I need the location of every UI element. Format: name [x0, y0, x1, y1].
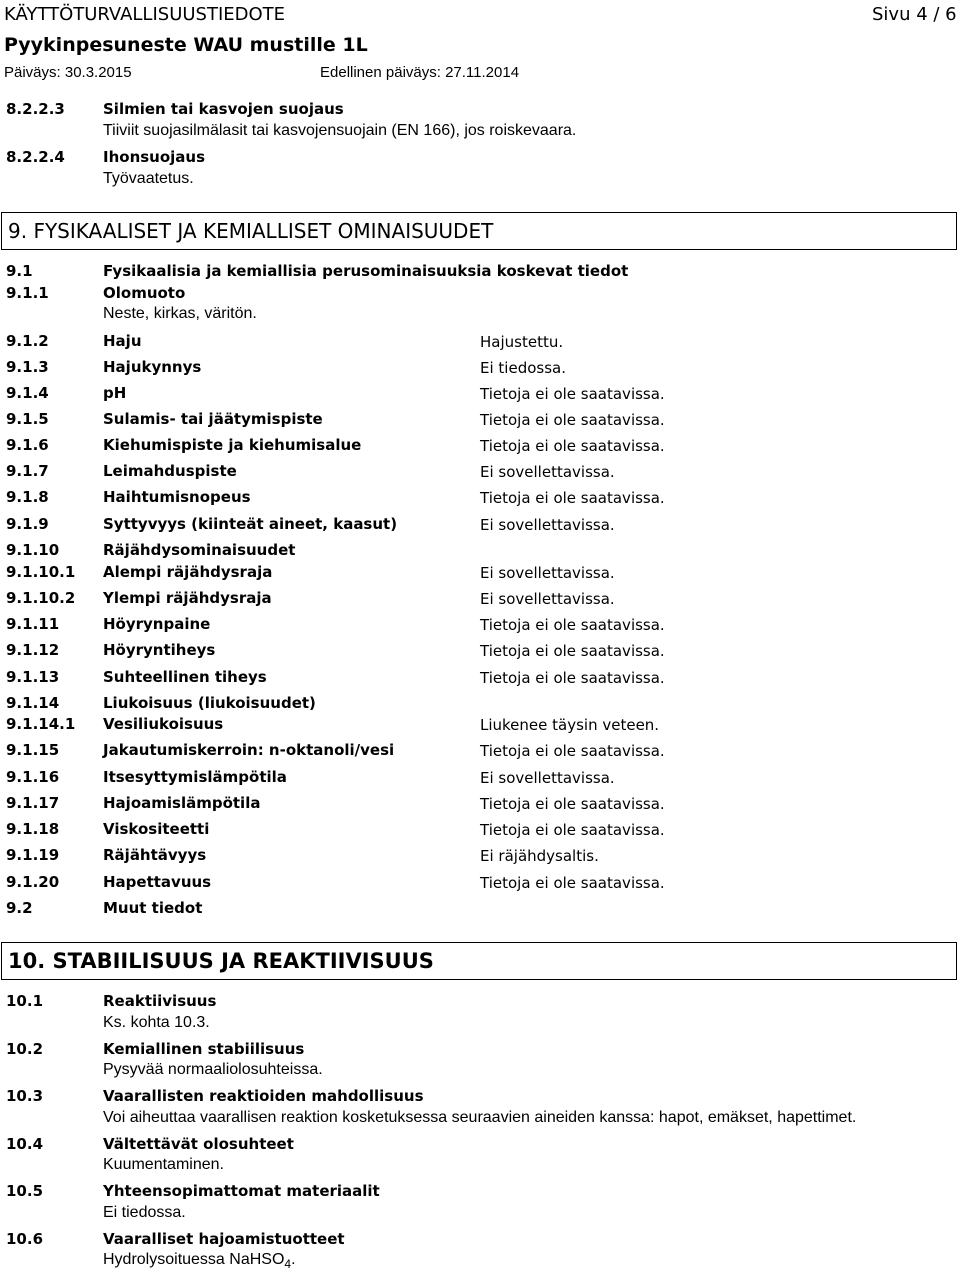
item-number: 9.1.14	[6, 694, 60, 712]
item-value: Liukenee täysin veteen.	[480, 716, 660, 734]
item-value: Ei sovellettavissa.	[480, 769, 615, 787]
item-label: Vaaralliset hajoamistuotteet	[103, 1230, 345, 1248]
item-value: Ei tiedossa.	[480, 359, 566, 377]
item-text: Pysyvää normaaliolosuhteissa.	[103, 1061, 323, 1078]
item-label: Fysikaalisia ja kemiallisia perusominaisuuksia koskevat tiedot	[103, 262, 629, 280]
item-label: Leimahduspiste	[103, 462, 237, 480]
item-value: Tietoja ei ole saatavissa.	[480, 411, 665, 429]
item-number: 8.2.2.3	[6, 100, 65, 118]
item-text: Neste, kirkas, väritön.	[103, 305, 257, 322]
item-text-main: Hydrolysoituessa NaHSO	[103, 1251, 285, 1268]
page-number: Sivu 4 / 6	[872, 4, 957, 25]
item-number: 9.1.8	[6, 488, 49, 506]
item-number: 10.1	[6, 992, 44, 1010]
product-name: Pyykinpesuneste WAU mustille 1L	[4, 34, 368, 56]
item-number: 9.1.12	[6, 641, 60, 659]
item-label: Hajukynnys	[103, 358, 202, 376]
item-number: 9.1.16	[6, 768, 60, 786]
item-number: 9.1.15	[6, 741, 60, 759]
item-label: Kiehumispiste ja kiehumisalue	[103, 436, 362, 454]
item-label: Ihonsuojaus	[103, 148, 206, 166]
item-value: Tietoja ei ole saatavissa.	[480, 874, 665, 892]
item-text: Ei tiedossa.	[103, 1204, 186, 1221]
item-text	[103, 1251, 296, 1271]
item-label: Olomuoto	[103, 284, 186, 302]
issue-date: Päiväys: 30.3.2015	[4, 64, 132, 81]
subscript: 4	[284, 1257, 292, 1272]
item-label: Muut tiedot	[103, 899, 203, 917]
item-label: Hajoamislämpötila	[103, 794, 261, 812]
item-number: 9.1	[6, 262, 33, 280]
item-label: Silmien tai kasvojen suojaus	[103, 100, 344, 118]
item-value: Ei sovellettavissa.	[480, 564, 615, 582]
item-number: 9.1.9	[6, 515, 49, 533]
item-value: Ei sovellettavissa.	[480, 590, 615, 608]
item-text: Tiiviit suojasilmälasit tai kasvojensuojain (EN 166), jos roiskevaara.	[103, 122, 577, 139]
item-label: Kemiallinen stabiilisuus	[103, 1040, 305, 1058]
item-label: Viskositeetti	[103, 820, 210, 838]
item-text: Ks. kohta 10.3.	[103, 1014, 210, 1031]
item-value: Tietoja ei ole saatavissa.	[480, 821, 665, 839]
item-label: Räjähdysominaisuudet	[103, 541, 296, 559]
section-9-title: 9. FYSIKAALISET JA KEMIALLISET OMINAISUUDET	[8, 219, 494, 243]
item-number: 9.1.11	[6, 615, 60, 633]
item-value: Tietoja ei ole saatavissa.	[480, 385, 665, 403]
item-label: Yhteensopimattomat materiaalit	[103, 1182, 380, 1200]
item-label: Haihtumisnopeus	[103, 488, 251, 506]
item-number: 9.1.18	[6, 820, 60, 838]
item-value: Hajustettu.	[480, 333, 564, 351]
item-label: Vältettävät olosuhteet	[103, 1135, 294, 1153]
item-label: Ylempi räjähdysraja	[103, 589, 272, 607]
item-number: 9.1.3	[6, 358, 49, 376]
item-number: 9.1.5	[6, 410, 49, 428]
item-value: Tietoja ei ole saatavissa.	[480, 795, 665, 813]
item-value: Ei räjähdysaltis.	[480, 847, 599, 865]
item-value: Tietoja ei ole saatavissa.	[480, 669, 665, 687]
item-number: 9.1.1	[6, 284, 49, 302]
item-number: 10.5	[6, 1182, 44, 1200]
document-type: KÄYTTÖTURVALLISUUSTIEDOTE	[4, 4, 286, 25]
item-label: Reaktiivisuus	[103, 992, 217, 1010]
item-number: 9.1.20	[6, 873, 60, 891]
item-label: Alempi räjähdysraja	[103, 563, 273, 581]
item-label: Syttyvyys (kiinteät aineet, kaasut)	[103, 515, 398, 533]
item-text: Työvaatetus.	[103, 170, 194, 187]
item-text: Kuumentaminen.	[103, 1156, 224, 1173]
item-number: 8.2.2.4	[6, 148, 65, 166]
item-value: Ei sovellettavissa.	[480, 516, 615, 534]
item-label: Räjähtävyys	[103, 846, 207, 864]
item-label: Hapettavuus	[103, 873, 212, 891]
item-label: Haju	[103, 332, 142, 350]
item-number: 10.4	[6, 1135, 44, 1153]
item-label: pH	[103, 384, 127, 402]
item-number: 9.1.4	[6, 384, 49, 402]
item-value: Ei sovellettavissa.	[480, 463, 615, 481]
item-number: 9.2	[6, 899, 33, 917]
item-number: 9.1.2	[6, 332, 49, 350]
item-number: 9.1.6	[6, 436, 49, 454]
item-value: Tietoja ei ole saatavissa.	[480, 489, 665, 507]
item-number: 9.1.10.2	[6, 589, 76, 607]
item-number: 9.1.10	[6, 541, 60, 559]
item-label: Höyryntiheys	[103, 641, 216, 659]
item-value: Tietoja ei ole saatavissa.	[480, 642, 665, 660]
item-label: Itsesyttymislämpötila	[103, 768, 287, 786]
item-label: Jakautumiskerroin: n-oktanoli/vesi	[103, 741, 395, 759]
item-label: Sulamis- tai jäätymispiste	[103, 410, 323, 428]
item-number: 9.1.10.1	[6, 563, 76, 581]
item-label: Vaarallisten reaktioiden mahdollisuus	[103, 1087, 424, 1105]
item-label: Suhteellinen tiheys	[103, 668, 267, 686]
item-text: Voi aiheuttaa vaarallisen reaktion kosketuksessa seuraavien aineiden kanssa: hapot, emäkset, hapettimet.	[103, 1109, 857, 1126]
item-number: 9.1.7	[6, 462, 49, 480]
item-number: 9.1.13	[6, 668, 60, 686]
item-number: 10.6	[6, 1230, 44, 1248]
item-number: 10.3	[6, 1087, 44, 1105]
item-value: Tietoja ei ole saatavissa.	[480, 742, 665, 760]
item-number: 9.1.17	[6, 794, 60, 812]
item-number: 9.1.19	[6, 846, 60, 864]
item-label: Vesiliukoisuus	[103, 715, 224, 733]
item-number: 10.2	[6, 1040, 44, 1058]
item-value: Tietoja ei ole saatavissa.	[480, 437, 665, 455]
item-label: Höyrynpaine	[103, 615, 211, 633]
item-value: Tietoja ei ole saatavissa.	[480, 616, 665, 634]
item-number: 9.1.14.1	[6, 715, 76, 733]
item-label: Liukoisuus (liukoisuudet)	[103, 694, 316, 712]
item-text-suffix: .	[291, 1251, 296, 1268]
section-10-title: 10. STABIILISUUS JA REAKTIIVISUUS	[8, 949, 434, 973]
previous-date: Edellinen päiväys: 27.11.2014	[320, 64, 520, 81]
